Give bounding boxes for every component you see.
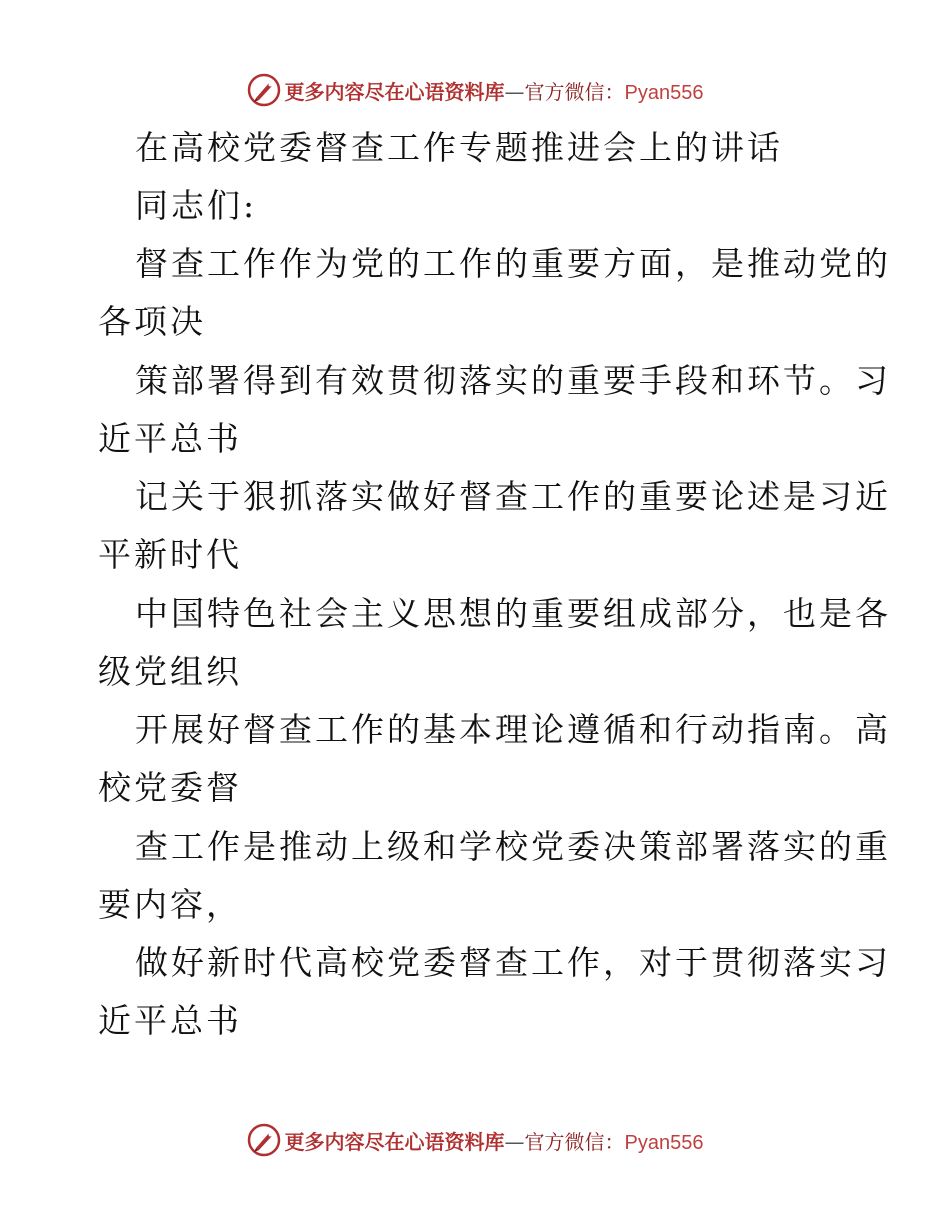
paragraph-line: 策部署得到有效贯彻落实的重要手段和环节。习 bbox=[135, 361, 891, 400]
paragraph-line: 近平总书 bbox=[98, 419, 242, 458]
watermark-wechat-label: 官方微信： bbox=[524, 79, 625, 104]
paragraph-line: 校党委督 bbox=[98, 768, 242, 807]
pen-logo-icon bbox=[247, 73, 281, 107]
paragraph-line: 级党组织 bbox=[98, 652, 242, 691]
watermark-separator: — bbox=[504, 1129, 525, 1154]
paragraph-line: 要内容， bbox=[98, 885, 242, 924]
paragraph-line: 近平总书 bbox=[98, 1001, 242, 1040]
watermark-wechat-id: Pyan556 bbox=[624, 81, 704, 104]
watermark-text bbox=[285, 1126, 704, 1155]
paragraph-line: 记关于狠抓落实做好督查工作的重要论述是习近 bbox=[135, 477, 891, 516]
watermark-separator: — bbox=[504, 79, 525, 104]
document-title: 在高校党委督查工作专题推进会上的讲话 bbox=[135, 128, 783, 167]
paragraph-line: 开展好督查工作的基本理论遵循和行动指南。高 bbox=[135, 710, 891, 749]
footer-watermark bbox=[0, 1122, 950, 1158]
watermark-brand: 更多内容尽在心语资料库 bbox=[284, 79, 505, 104]
watermark-brand: 更多内容尽在心语资料库 bbox=[284, 1129, 505, 1154]
paragraph-line: 督查工作作为党的工作的重要方面，是推动党的 bbox=[135, 244, 891, 283]
pen-logo-icon bbox=[247, 1123, 281, 1157]
watermark-wechat-id: Pyan556 bbox=[624, 1131, 704, 1154]
paragraph-line: 查工作是推动上级和学校党委决策部署落实的重 bbox=[135, 827, 891, 866]
document-salutation: 同志们: bbox=[135, 186, 258, 225]
watermark-text bbox=[285, 76, 704, 105]
watermark-wechat-label: 官方微信： bbox=[524, 1129, 625, 1154]
paragraph-line: 平新时代 bbox=[98, 535, 242, 574]
paragraph-line: 做好新时代高校党委督查工作，对于贯彻落实习 bbox=[135, 943, 891, 982]
paragraph-line: 各项决 bbox=[98, 302, 206, 341]
paragraph-line: 中国特色社会主义思想的重要组成部分，也是各 bbox=[135, 594, 891, 633]
header-watermark bbox=[0, 72, 950, 108]
